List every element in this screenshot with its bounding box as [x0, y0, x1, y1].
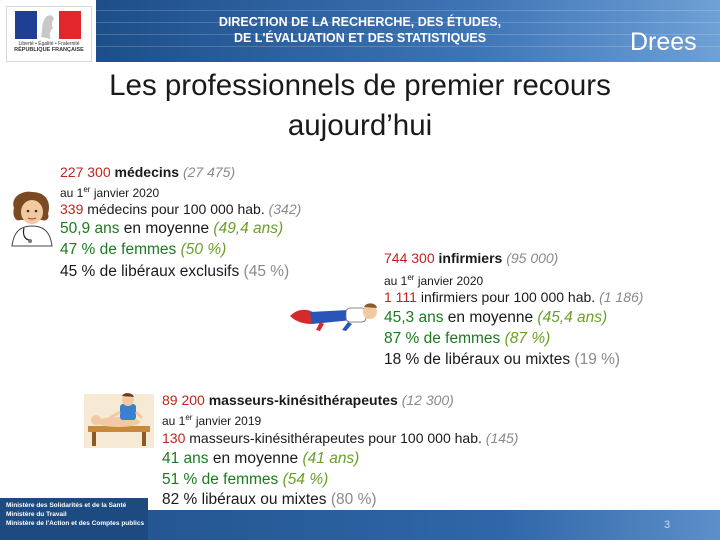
- infirmiers-density: 1 111 infirmiers pour 100 000 hab. (1 186): [384, 289, 644, 305]
- infirmiers-women: 87 % de femmes (87 %): [384, 330, 551, 347]
- infirmiers-liberal: 18 % de libéraux ou mixtes (19 %): [384, 351, 621, 368]
- infirmiers-count-line: 744 300 infirmiers (95 000): [384, 250, 559, 266]
- kine-density: 130 masseurs-kinésithérapeutes pour 100 000 hab. (145): [162, 430, 519, 446]
- flying-nurse-icon: [286, 298, 382, 334]
- kine-liberal: 82 % libéraux ou mixtes (80 %): [162, 491, 377, 508]
- medecins-count-line: 227 300 médecins (27 475): [60, 164, 236, 180]
- marianne-profile-icon: [37, 11, 59, 39]
- flag-icon: [15, 11, 81, 39]
- republique-francaise-logo: [6, 6, 92, 62]
- drees-logo: Drees: [630, 28, 697, 56]
- footer-ministries: Ministère des Solidarités et de la Santé Ministère du Travail Ministère de l'Action et des Comptes publics: [6, 502, 145, 527]
- page-title: Les professionnels de premier recours aujourd’hui: [109, 69, 611, 142]
- infirmiers-date: au 1er janvier 2020: [384, 273, 484, 288]
- republic-motto: Liberté • Égalité • Fraternité: [18, 41, 80, 47]
- medecins-age: 50,9 ans en moyenne (49,4 ans): [60, 220, 284, 237]
- kine-date: au 1er janvier 2019: [162, 413, 262, 428]
- republic-name: RÉPUBLIQUE FRANÇAISE: [14, 47, 84, 53]
- doctor-icon: [6, 188, 58, 248]
- medecins-date: au 1er janvier 2020: [60, 185, 160, 200]
- page-number: 3: [664, 519, 671, 531]
- medecins-liberal: 45 % de libéraux exclusifs (45 %): [60, 263, 290, 280]
- direction-title: DIRECTION DE LA RECHERCHE, DES ÉTUDES, DE L'ÉVALUATION ET DES STATISTIQUES: [218, 15, 502, 45]
- massage-therapist-icon: [82, 392, 158, 450]
- kine-women: 51 % de femmes (54 %): [162, 471, 329, 488]
- kine-age: 41 ans en moyenne (41 ans): [162, 450, 360, 467]
- medecins-density: 339 médecins pour 100 000 hab. (342): [60, 201, 302, 217]
- infirmiers-age: 45,3 ans en moyenne (45,4 ans): [384, 309, 608, 326]
- kine-count-line: 89 200 masseurs-kinésithérapeutes (12 300): [162, 392, 454, 408]
- medecins-women: 47 % de femmes (50 %): [60, 241, 227, 258]
